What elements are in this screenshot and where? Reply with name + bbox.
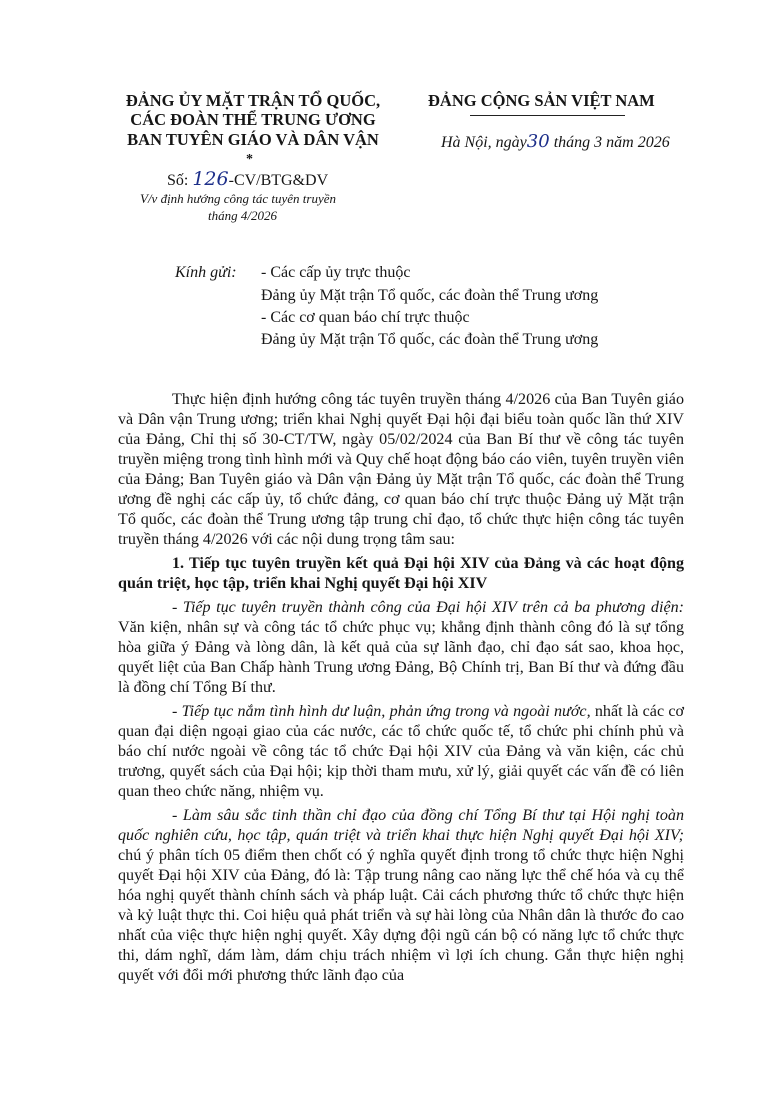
paragraph-1-text: Văn kiện, nhân sự và công tác tổ chức phục vụ; khẳng định thành công đó là sự tổng hòa giữa ý Đảng và lòng dân, là kết quả của sự lãnh đạo, chỉ đạo sát sao, khoa học, quyết liệt của Ban Chấp hành Trung ương Đảng, Bộ Chính trị, Ban Bí thư và đứng đầu là đồng chí Tổng Bí thư. (118, 619, 684, 696)
paragraph-1-lead: - Tiếp tục tuyên truyền thành công của Đại hội XIV trên cả ba phương diện: (172, 599, 684, 616)
paragraph-2 (118, 702, 684, 802)
recipient-line-4: Đảng ủy Mặt trận Tổ quốc, các đoàn thể Trung ương (261, 331, 599, 348)
paragraph-2-text: nhất là các cơ quan đại diện ngoại giao của các nước, các tổ chức quốc tế, tổ chức phi chính phủ và báo chí nước ngoài về công tác tổ chức Đại hội XIV của Đảng và văn kiện, các chủ trương, quyết sách của Đại hội; kịp thời tham mưu, xử lý, giải quyết các vấn đề có liên quan theo chức năng, nhiệm vụ. (118, 703, 685, 800)
party-name: ĐẢNG CỘNG SẢN VIỆT NAM (428, 91, 655, 110)
issuer-line-1: ĐẢNG ỦY MẶT TRẬN TỔ QUỐC, (125, 91, 381, 110)
paragraph-2-lead: - Tiếp tục nắm tình hình dư luận, phản ứng trong và ngoài nước, (172, 703, 591, 720)
date-prefix: Hà Nội, ngày (441, 134, 527, 151)
document-number (167, 168, 328, 190)
paragraph-1 (118, 598, 684, 698)
doc-no-prefix: Số: (167, 172, 193, 189)
paragraph-3-lead: - Làm sâu sắc tinh thần chỉ đạo của đồng chí Tổng Bí thư tại Hội nghị toàn quốc nghiên cứu, học tập, quán triệt và triển khai thực hiện Nghị quyết Đại hội XIV; (118, 807, 684, 844)
document-body (118, 390, 684, 986)
issuer-line-3: BAN TUYÊN GIÁO VÀ DÂN VẬN (127, 130, 379, 149)
paragraph-3-text: chú ý phân tích 05 điểm then chốt có ý nghĩa quyết định trong tổ chức thực hiện Nghị quyết Đại hội XIV của Đảng, đó là: Tập trung nâng cao năng lực thể chế hóa và cụ thể hóa nghị quyết thành chính sách và pháp luật. Cải cách phương thức tổ chức thực hiện và kỷ luật thực thi. Coi hiệu quả phát triển và sự hài lòng của Nhân dân là thước đo cao nhất của việc thực hiện nghị quyết. Xây dựng đội ngũ cán bộ có năng lực tổ chức thực thi, dám nghĩ, dám làm, dám chịu trách nhiệm vì lợi ích chung. Gắn thực hiện nghị quyết với đổi mới phương thức lãnh đạo của (118, 847, 684, 984)
doc-no-handwritten: 126 (192, 168, 229, 190)
star-divider: * (246, 152, 253, 167)
section-1-heading: 1. Tiếp tục tuyên truyền kết quả Đại hội XIV của Đảng và các hoạt động quán triệt, học tập, triển khai Nghị quyết Đại hội XIV (118, 555, 684, 592)
issue-date (441, 131, 670, 152)
recipient-line-3: - Các cơ quan báo chí trực thuộc (261, 309, 470, 326)
subject-line-2: tháng 4/2026 (208, 208, 277, 223)
recipient-line-2: Đảng ủy Mặt trận Tổ quốc, các đoàn thể Trung ương (261, 287, 599, 304)
recipient-line-1: - Các cấp ủy trực thuộc (261, 264, 411, 281)
date-suffix: tháng 3 năm 2026 (549, 134, 670, 151)
date-day-handwritten: 30 (526, 131, 550, 152)
party-name-underline (470, 114, 625, 117)
doc-no-suffix: -CV/BTG&DV (228, 172, 329, 189)
subject-line-1: V/v định hướng công tác tuyên truyền (140, 191, 336, 206)
recipients-label: Kính gửi: (175, 264, 237, 281)
issuer-line-2: CÁC ĐOÀN THỂ TRUNG ƯƠNG (130, 110, 376, 129)
intro-paragraph: Thực hiện định hướng công tác tuyên truyền tháng 4/2026 của Ban Tuyên giáo và Dân vận Trung ương; triển khai Nghị quyết Đại hội đại biểu toàn quốc lần thứ XIV của Đảng, Chỉ thị số 30-CT/TW, ngày 05/02/2024 của Ban Bí thư về công tác tuyên truyền miệng trong tình hình mới và Quy chế hoạt động báo cáo viên, tuyên truyền viên của Đảng; Ban Tuyên giáo và Dân vận Đảng ủy Mặt trận Tổ quốc, các đoàn thể Trung ương đề nghị các cấp ủy, tổ chức đảng, cơ quan báo chí trực thuộc Đảng uỷ Mặt trận Tổ quốc, các đoàn thể Trung ương tập trung chỉ đạo, tổ chức thực hiện công tác tuyên truyền tháng 4/2026 với các nội dung trọng tâm sau: (118, 391, 684, 548)
paragraph-3 (118, 806, 684, 986)
